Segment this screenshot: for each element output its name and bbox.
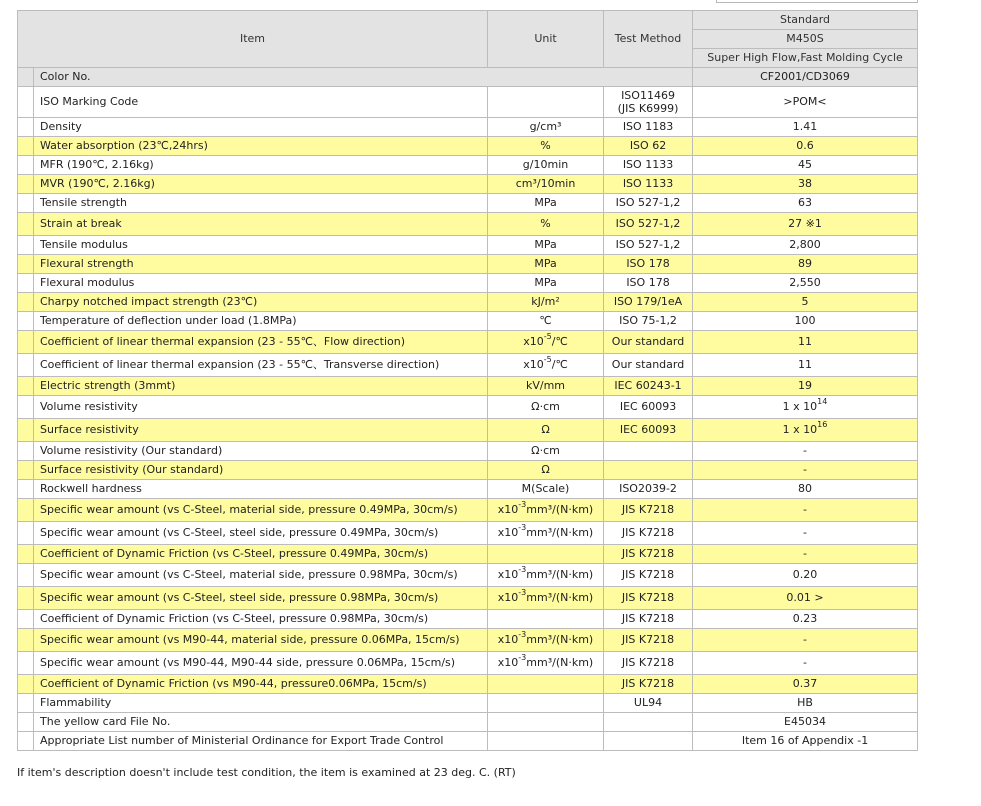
row-unit xyxy=(488,545,604,564)
row-item: Specific wear amount (vs C-Steel, steel side, pressure 0.49MPa, 30cm/s) xyxy=(34,522,488,545)
row-value: - xyxy=(693,545,918,564)
row-method: ISO 1183 xyxy=(604,118,693,137)
row-unit: Ω·cm xyxy=(488,396,604,419)
row-method: Our standard xyxy=(604,354,693,377)
row-item: MVR (190℃, 2.16kg) xyxy=(34,175,488,194)
row-marker xyxy=(18,545,34,564)
header-grade-desc: Super High Flow,Fast Molding Cycle xyxy=(693,49,918,68)
row-unit: $x10^{-3}mm^3/(N\cdot km)$ xyxy=(488,564,604,587)
row-item: Coefficient of Dynamic Friction (vs M90-44, pressure0.06MPa, 15cm/s) xyxy=(34,675,488,694)
row-item: Flexural strength xyxy=(34,255,488,274)
row-marker xyxy=(18,137,34,156)
row-unit: $x10^{-3}mm^3/(N\cdot km)$ xyxy=(488,629,604,652)
table-row xyxy=(18,175,918,194)
row-marker xyxy=(18,713,34,732)
row-method xyxy=(604,461,693,480)
row-unit: cm³/10min xyxy=(488,175,604,194)
iso-unit xyxy=(488,87,604,118)
row-marker xyxy=(18,461,34,480)
row-method: IEC 60093 xyxy=(604,419,693,442)
row-unit: kV/mm xyxy=(488,377,604,396)
row-marker xyxy=(18,377,34,396)
row-marker xyxy=(18,312,34,331)
iso-label: ISO Marking Code xyxy=(34,87,488,118)
row-item: MFR (190℃, 2.16kg) xyxy=(34,156,488,175)
table-row xyxy=(18,354,918,377)
header-unit: Unit xyxy=(488,11,604,68)
row-marker xyxy=(18,236,34,255)
row-unit: ℃ xyxy=(488,312,604,331)
row-unit: $x10^{-3}mm^3/(N\cdot km)$ xyxy=(488,499,604,522)
row-item: The yellow card File No. xyxy=(34,713,488,732)
row-value: Item 16 of Appendix -1 xyxy=(693,732,918,751)
row-item: Specific wear amount (vs M90-44, M90-44 side, pressure 0.06MPa, 15cm/s) xyxy=(34,652,488,675)
row-item: Volume resistivity xyxy=(34,396,488,419)
row-method: ISO2039-2 xyxy=(604,480,693,499)
row-value: 100 xyxy=(693,312,918,331)
row-item: Appropriate List number of Ministerial Ordinance for Export Trade Control xyxy=(34,732,488,751)
top-input-box xyxy=(716,0,918,3)
row-marker xyxy=(18,610,34,629)
table-row xyxy=(18,274,918,293)
table-row xyxy=(18,255,918,274)
table-row xyxy=(18,194,918,213)
row-method: ISO 62 xyxy=(604,137,693,156)
row-marker xyxy=(18,118,34,137)
row-item: Flammability xyxy=(34,694,488,713)
row-marker xyxy=(18,652,34,675)
table-row xyxy=(18,675,918,694)
row-value: 2,550 xyxy=(693,274,918,293)
table-row xyxy=(18,312,918,331)
row-value: 45 xyxy=(693,156,918,175)
row-marker xyxy=(18,68,34,87)
row-marker xyxy=(18,694,34,713)
row-value: - xyxy=(693,442,918,461)
row-unit: g/10min xyxy=(488,156,604,175)
row-unit: MPa xyxy=(488,274,604,293)
row-unit: MPa xyxy=(488,236,604,255)
row-unit: $x10^{-3}mm^3/(N\cdot km)$ xyxy=(488,522,604,545)
row-unit: MPa xyxy=(488,255,604,274)
row-value: 2,800 xyxy=(693,236,918,255)
table-row xyxy=(18,629,918,652)
footnote: If item's description doesn't include test condition, the item is examined at 23 deg. C. (RT) xyxy=(17,766,516,779)
row-method: JIS K7218 xyxy=(604,587,693,610)
row-item: Tensile strength xyxy=(34,194,488,213)
row-unit: Ω xyxy=(488,419,604,442)
row-method: ISO 527-1,2 xyxy=(604,236,693,255)
row-value: 0.23 xyxy=(693,610,918,629)
row-unit: Ω·cm xyxy=(488,442,604,461)
row-value: 11 xyxy=(693,331,918,354)
row-unit xyxy=(488,675,604,694)
row-item: Specific wear amount (vs M90-44, material side, pressure 0.06MPa, 15cm/s) xyxy=(34,629,488,652)
row-item: Density xyxy=(34,118,488,137)
row-item: Coefficient of Dynamic Friction (vs C-Steel, pressure 0.98MPa, 30cm/s) xyxy=(34,610,488,629)
row-value: 38 xyxy=(693,175,918,194)
table-row xyxy=(18,118,918,137)
row-marker xyxy=(18,629,34,652)
row-method: JIS K7218 xyxy=(604,629,693,652)
row-method: ISO 178 xyxy=(604,274,693,293)
row-marker xyxy=(18,194,34,213)
row-unit: % xyxy=(488,213,604,236)
row-method: ISO 1133 xyxy=(604,156,693,175)
row-value: 80 xyxy=(693,480,918,499)
row-method: JIS K7218 xyxy=(604,610,693,629)
row-marker xyxy=(18,419,34,442)
table-row xyxy=(18,442,918,461)
row-unit: Ω xyxy=(488,461,604,480)
row-method: ISO 179/1eA xyxy=(604,293,693,312)
row-value: - xyxy=(693,629,918,652)
color-value: CF2001/CD3069 xyxy=(693,68,918,87)
row-value: 0.6 xyxy=(693,137,918,156)
table-row xyxy=(18,236,918,255)
table-row xyxy=(18,480,918,499)
row-method: UL94 xyxy=(604,694,693,713)
row-unit xyxy=(488,713,604,732)
table-row xyxy=(18,419,918,442)
table-row xyxy=(18,213,918,236)
row-marker xyxy=(18,499,34,522)
row-unit: % xyxy=(488,137,604,156)
row-marker xyxy=(18,396,34,419)
table-row xyxy=(18,293,918,312)
row-item: Coefficient of Dynamic Friction (vs C-Steel, pressure 0.49MPa, 30cm/s) xyxy=(34,545,488,564)
iso-method: ISO11469 (JIS K6999) xyxy=(604,87,693,118)
table-row xyxy=(18,694,918,713)
row-unit: M(Scale) xyxy=(488,480,604,499)
spec-table xyxy=(17,10,918,751)
row-marker xyxy=(18,480,34,499)
row-marker xyxy=(18,354,34,377)
row-item: Charpy notched impact strength (23℃) xyxy=(34,293,488,312)
row-value: 19 xyxy=(693,377,918,396)
color-label: Color No. xyxy=(34,68,693,87)
row-item: Strain at break xyxy=(34,213,488,236)
row-unit: g/cm³ xyxy=(488,118,604,137)
row-value: 5 xyxy=(693,293,918,312)
color-row xyxy=(18,68,918,87)
header-item: Item xyxy=(18,11,488,68)
row-item: Coefficient of linear thermal expansion (23 - 55℃、Transverse direction) xyxy=(34,354,488,377)
header-test-method: Test Method xyxy=(604,11,693,68)
row-value: 27 ※1 xyxy=(693,213,918,236)
row-marker xyxy=(18,255,34,274)
row-item: Flexural modulus xyxy=(34,274,488,293)
iso-value: >POM< xyxy=(693,87,918,118)
row-marker xyxy=(18,675,34,694)
row-method: ISO 527-1,2 xyxy=(604,194,693,213)
row-item: Tensile modulus xyxy=(34,236,488,255)
row-method xyxy=(604,713,693,732)
row-method: IEC 60093 xyxy=(604,396,693,419)
row-value: - xyxy=(693,461,918,480)
row-unit: $x10^{-5}/℃$ xyxy=(488,354,604,377)
row-item: Volume resistivity (Our standard) xyxy=(34,442,488,461)
row-method: ISO 1133 xyxy=(604,175,693,194)
row-method xyxy=(604,442,693,461)
row-unit xyxy=(488,694,604,713)
table-row xyxy=(18,461,918,480)
table-row xyxy=(18,732,918,751)
row-method: ISO 75-1,2 xyxy=(604,312,693,331)
row-marker xyxy=(18,293,34,312)
table-row xyxy=(18,564,918,587)
row-item: Specific wear amount (vs C-Steel, steel side, pressure 0.98MPa, 30cm/s) xyxy=(34,587,488,610)
table-row xyxy=(18,331,918,354)
row-marker xyxy=(18,564,34,587)
row-unit: MPa xyxy=(488,194,604,213)
row-marker xyxy=(18,522,34,545)
table-row xyxy=(18,713,918,732)
row-item: Water absorption (23℃,24hrs) xyxy=(34,137,488,156)
row-marker xyxy=(18,87,34,118)
row-value: 89 xyxy=(693,255,918,274)
row-value: 0.20 xyxy=(693,564,918,587)
row-marker xyxy=(18,175,34,194)
row-method: IEC 60243-1 xyxy=(604,377,693,396)
row-value: 0.01 > xyxy=(693,587,918,610)
table-row xyxy=(18,522,918,545)
row-method: ISO 178 xyxy=(604,255,693,274)
table-row xyxy=(18,545,918,564)
header-standard: Standard xyxy=(693,11,918,30)
row-method: JIS K7218 xyxy=(604,652,693,675)
row-unit: $x10^{-3}mm^3/(N\cdot km)$ xyxy=(488,587,604,610)
row-value: - xyxy=(693,499,918,522)
row-marker xyxy=(18,442,34,461)
row-item: Surface resistivity xyxy=(34,419,488,442)
table-row xyxy=(18,587,918,610)
row-unit: kJ/m² xyxy=(488,293,604,312)
row-value: - xyxy=(693,652,918,675)
row-marker xyxy=(18,156,34,175)
row-value: - xyxy=(693,522,918,545)
row-item: Temperature of deflection under load (1.8MPa) xyxy=(34,312,488,331)
table-row xyxy=(18,610,918,629)
row-marker xyxy=(18,274,34,293)
row-marker xyxy=(18,732,34,751)
row-marker xyxy=(18,331,34,354)
row-value: 0.37 xyxy=(693,675,918,694)
table-row xyxy=(18,137,918,156)
row-method: JIS K7218 xyxy=(604,675,693,694)
row-marker xyxy=(18,213,34,236)
row-value: 63 xyxy=(693,194,918,213)
table-row xyxy=(18,652,918,675)
row-method: JIS K7218 xyxy=(604,522,693,545)
row-item: Specific wear amount (vs C-Steel, material side, pressure 0.98MPa, 30cm/s) xyxy=(34,564,488,587)
table-row xyxy=(18,396,918,419)
row-method: JIS K7218 xyxy=(604,564,693,587)
iso-row xyxy=(18,87,918,118)
row-item: Surface resistivity (Our standard) xyxy=(34,461,488,480)
row-item: Electric strength (3mmt) xyxy=(34,377,488,396)
row-value: 1 x $10^{16}$ xyxy=(693,419,918,442)
row-method: JIS K7218 xyxy=(604,499,693,522)
table-row xyxy=(18,156,918,175)
row-value: 1.41 xyxy=(693,118,918,137)
row-item: Rockwell hardness xyxy=(34,480,488,499)
row-item: Specific wear amount (vs C-Steel, material side, pressure 0.49MPa, 30cm/s) xyxy=(34,499,488,522)
table-row xyxy=(18,377,918,396)
header-grade: M450S xyxy=(693,30,918,49)
row-method: Our standard xyxy=(604,331,693,354)
row-value: 1 x $10^{14}$ xyxy=(693,396,918,419)
row-unit: $x10^{-5}/℃$ xyxy=(488,331,604,354)
row-unit xyxy=(488,610,604,629)
row-item: Coefficient of linear thermal expansion (23 - 55℃、Flow direction) xyxy=(34,331,488,354)
row-marker xyxy=(18,587,34,610)
row-unit: $x10^{-3}mm^3/(N\cdot km)$ xyxy=(488,652,604,675)
row-value: HB xyxy=(693,694,918,713)
row-method xyxy=(604,732,693,751)
row-value: 11 xyxy=(693,354,918,377)
row-value: E45034 xyxy=(693,713,918,732)
row-method: JIS K7218 xyxy=(604,545,693,564)
table-row xyxy=(18,499,918,522)
row-method: ISO 527-1,2 xyxy=(604,213,693,236)
row-unit xyxy=(488,732,604,751)
